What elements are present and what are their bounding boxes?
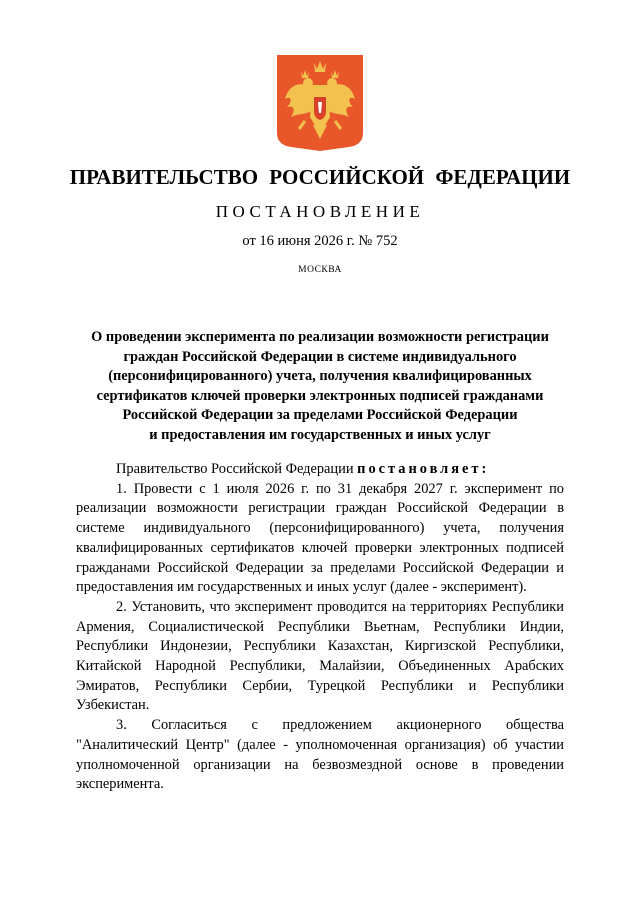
resolution-heading <box>70 328 570 446</box>
document-type: ПОСТАНОВЛЕНИЕ <box>215 202 425 221</box>
paragraph-2: 2. Установить, что эксперимент проводится на территориях Республики Армения, Социалистической Республики Вьетнам, Республики Индии, Республики Индонезии, Республики Казахстан, Киргизской Республики, Китайской Народной Республики, Малайзии, Объединенных Арабских Эмиратов, Республики Сербии, Турецкой Республики и Республики Узбекистан. <box>76 598 564 714</box>
heading-line: О проведении эксперимента по реализации возможности регистрации <box>91 329 549 345</box>
intro-paragraph <box>76 460 564 480</box>
russian-coat-of-arms-icon <box>277 55 363 151</box>
paragraph-1: 1. Провести с 1 июля 2026 г. по 31 декабря 2027 г. эксперимент по реализации возможности регистрации граждан Российской Федерации в системе индивидуального (персонифицированного) учета, получения квалифицированных сертификатов ключей проверки электронных подписей гражданами Российской Федерации за пределами Российской Федерации и предоставления им государственных и иных услуг (далее - эксперимент). <box>76 480 564 596</box>
heading-line: (персонифицированного) учета, получения квалифицированных <box>108 368 532 385</box>
intro-prefix: Правительство Российской Федерации <box>116 461 354 477</box>
resolution-body <box>76 460 564 795</box>
government-title: ПРАВИТЕЛЬСТВО РОССИЙСКОЙ ФЕДЕРАЦИИ <box>69 165 571 189</box>
heading-line: и предоставления им государственных и иных услуг <box>149 426 491 443</box>
heading-line: сертификатов ключей проверки электронных подписей гражданами <box>96 387 544 404</box>
document-city: МОСКВА <box>298 265 342 275</box>
heading-line: Российской Федерации за пределами Российской Федерации <box>122 407 518 424</box>
paragraph-3: 3. Согласиться с предложением акционерного общества "Аналитический Центр" (далее - уполномоченная организация) об участии уполномоченной организации на безвозмездной основе в проведении эксперимента. <box>76 717 564 793</box>
heading-line: граждан Российской Федерации в системе индивидуального <box>123 348 517 365</box>
document-date-number: от 16 июня 2026 г. № 752 <box>242 233 398 249</box>
intro-verb: постановляет: <box>357 461 490 477</box>
